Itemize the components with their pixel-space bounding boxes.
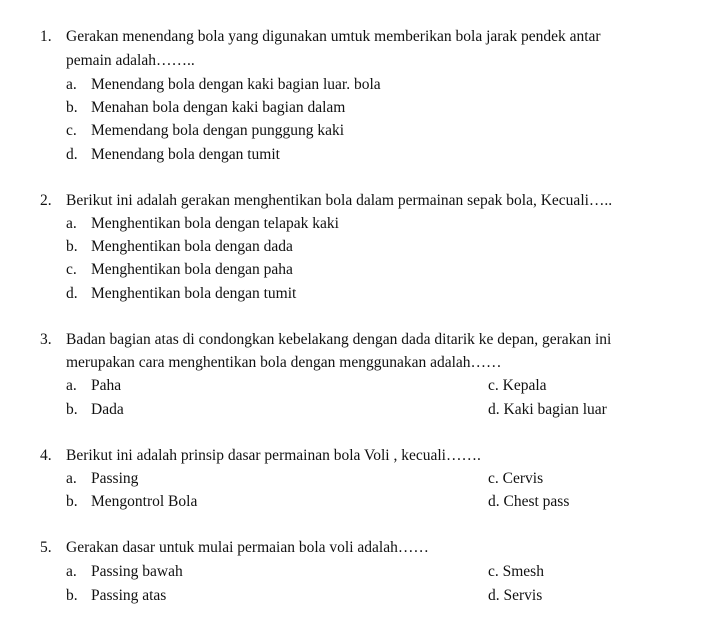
option-letter: c. <box>66 122 77 139</box>
option-text: Paha <box>91 377 122 394</box>
option-letter: a. <box>66 563 77 580</box>
question-text: Berikut ini adalah prinsip dasar permainan bola Voli , kecuali……. <box>66 447 481 464</box>
option-text: Menghentikan bola dengan telapak kaki <box>91 215 339 232</box>
option-text: Menghentikan bola dengan tumit <box>91 285 297 302</box>
option-letter: b. <box>66 493 78 510</box>
option-text: Memendang bola dengan punggung kaki <box>91 122 345 139</box>
option-letter: c. <box>66 261 77 278</box>
option-text: Passing <box>91 470 139 487</box>
option-letter: d. <box>66 285 78 302</box>
option-text: Mengontrol Bola <box>91 493 198 510</box>
option-letter: a. <box>66 377 77 394</box>
option-text: Menghentikan bola dengan paha <box>91 261 293 278</box>
option-text: c. Cervis <box>488 470 544 487</box>
question-text: Badan bagian atas di condongkan kebelakang dengan dada ditarik ke depan, gerakan ini <box>66 331 612 348</box>
option-text: Dada <box>91 401 124 418</box>
option-letter: a. <box>66 470 77 487</box>
option-text: Menahan bola dengan kaki bagian dalam <box>91 99 346 116</box>
option-text: Passing bawah <box>91 563 183 580</box>
option-text: d. Servis <box>488 587 543 604</box>
option-text: Menendang bola dengan kaki bagian luar. bola <box>91 76 381 93</box>
question-text: merupakan cara menghentikan bola dengan menggunakan adalah…… <box>66 354 502 371</box>
question-number: 5. <box>40 539 52 556</box>
option-text: Menghentikan bola dengan dada <box>91 238 293 255</box>
option-text: d. Kaki bagian luar <box>488 401 607 418</box>
option-letter: a. <box>66 76 77 93</box>
question-number: 2. <box>40 192 52 209</box>
option-letter: b. <box>66 401 78 418</box>
option-text: d. Chest pass <box>488 493 570 510</box>
question-number: 1. <box>40 28 52 45</box>
option-letter: a. <box>66 215 77 232</box>
question-text: Gerakan menendang bola yang digunakan umtuk memberikan bola jarak pendek antar <box>66 28 601 45</box>
question-text: Gerakan dasar untuk mulai permaian bola voli adalah…… <box>66 539 429 556</box>
option-letter: d. <box>66 146 78 163</box>
question-text: pemain adalah…….. <box>66 52 195 69</box>
option-letter: b. <box>66 238 78 255</box>
option-text: Menendang bola dengan tumit <box>91 146 280 163</box>
question-number: 4. <box>40 447 52 464</box>
option-letter: b. <box>66 587 78 604</box>
question-number: 3. <box>40 331 52 348</box>
question-text: Berikut ini adalah gerakan menghentikan bola dalam permainan sepak bola, Kecuali….. <box>66 192 613 209</box>
option-letter: b. <box>66 99 78 116</box>
option-text: c. Kepala <box>488 377 547 394</box>
option-text: c. Smesh <box>488 563 544 580</box>
option-text: Passing atas <box>91 587 167 604</box>
